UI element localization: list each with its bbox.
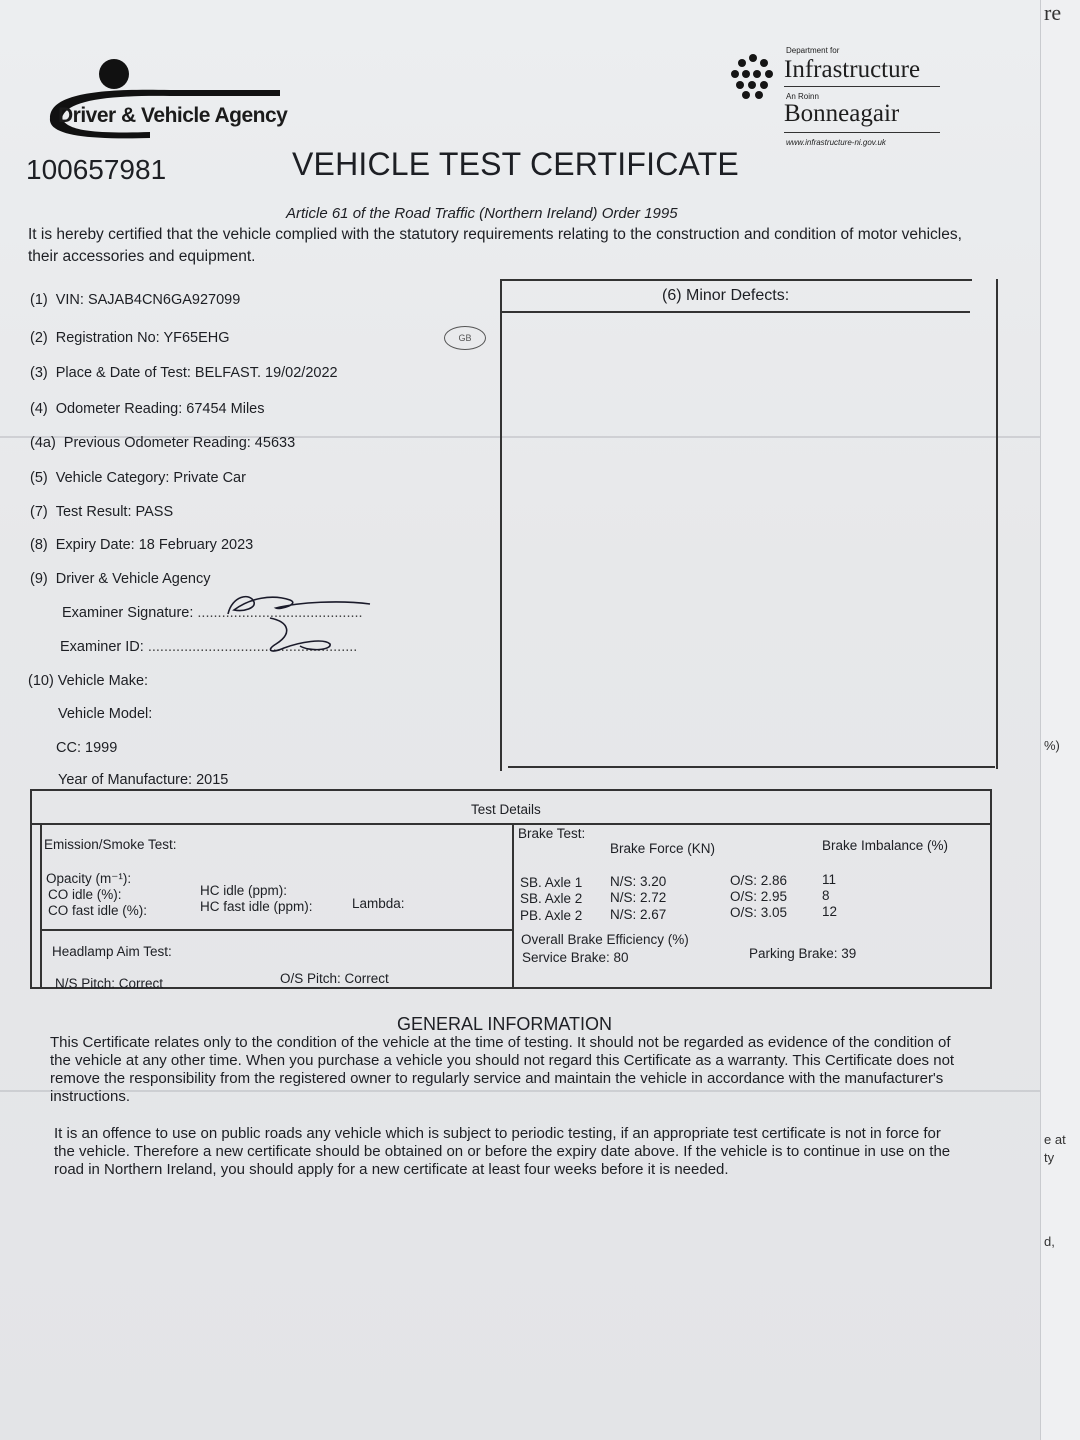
- adjacent-sheet: [1040, 0, 1080, 1440]
- field-vin: (1) VIN: SAJAB4CN6GA927099: [30, 292, 241, 308]
- dept-for-label: Department for: [786, 46, 840, 55]
- edge-fragment: ty: [1044, 1150, 1055, 1165]
- parking-brake: Parking Brake: 39: [749, 946, 857, 961]
- field-agency: (9) Driver & Vehicle Agency: [30, 571, 211, 587]
- field-year-of-manufacture: Year of Manufacture: 2015: [58, 772, 229, 788]
- opacity-label: Opacity (m⁻¹):: [46, 871, 132, 886]
- brake-row-ns: N/S: 3.20: [610, 874, 667, 889]
- brake-force-header: Brake Force (KN): [610, 841, 716, 856]
- brake-row-axle: SB. Axle 1: [520, 875, 583, 890]
- minor-defects-box: [500, 279, 972, 771]
- field-place-date: (3) Place & Date of Test: BELFAST. 19/02/2022: [30, 365, 338, 381]
- brake-imbalance-header: Brake Imbalance (%): [822, 838, 949, 853]
- examiner-id-label: Examiner ID: ....................................................: [60, 639, 358, 655]
- logo-divider: [784, 132, 940, 133]
- general-information-paragraph: This Certificate relates only to the condition of the vehicle at the time of testing. It should not be regarded as evidence of the condition of the vehicle at any other time. When you purchase a vehicle you should not regard this Certificate as a warranty. This Certificate does not remove the responsibility from the registered owner to regularly service and maintain the vehicle in accordance with the manufacturer's instructions.: [50, 1034, 955, 1105]
- test-details-title: Test Details: [471, 802, 541, 817]
- emission-test-title: Emission/Smoke Test:: [44, 837, 177, 852]
- brake-row-axle: PB. Axle 2: [520, 908, 583, 923]
- general-information-paragraph: It is an offence to use on public roads any vehicle which is subject to periodic testing, if an appropriate test certificate is not in force for the vehicle. Therefore a new certificate should be obtained on or before the expiry date above. If the vehicle is to continue in use on the road in Northern Ireland, you should apply for a new certificate at least four weeks before it is needed.: [54, 1125, 951, 1178]
- hc-idle-label: HC idle (ppm):: [200, 883, 288, 898]
- legal-article: Article 61 of the Road Traffic (Northern Ireland) Order 1995: [286, 205, 678, 222]
- brake-row-os: O/S: 2.86: [730, 873, 788, 888]
- left-inner-border: [40, 825, 42, 987]
- brake-row-ns: N/S: 2.72: [610, 890, 667, 905]
- dfi-logo: [728, 46, 958, 156]
- logo-divider: [784, 86, 940, 87]
- edge-fragment: re: [1044, 0, 1062, 25]
- test-details-column-divider: [512, 823, 514, 987]
- page-title: VEHICLE TEST CERTIFICATE: [292, 146, 739, 182]
- co-fast-idle-label: CO fast idle (%):: [48, 903, 148, 918]
- brake-row-axle: SB. Axle 2: [520, 891, 583, 906]
- dept-url: www.infrastructure-ni.gov.uk: [786, 138, 886, 147]
- minor-defects-title: (6) Minor Defects:: [662, 287, 790, 304]
- examiner-signature-label: Examiner Signature: .........................................: [62, 605, 363, 621]
- brake-test-title: Brake Test:: [518, 826, 586, 841]
- brake-row-os: O/S: 3.05: [730, 905, 788, 920]
- hc-fast-idle-label: HC fast idle (ppm):: [200, 899, 313, 914]
- dva-logo: [30, 58, 290, 140]
- brake-row-imbalance: 11: [822, 872, 837, 887]
- brake-row-imbalance: 8: [822, 888, 830, 903]
- agency-name: Driver & Vehicle Agency: [58, 104, 288, 127]
- field-cc: CC: 1999: [56, 740, 118, 756]
- brake-row-imbalance: 12: [822, 904, 838, 919]
- service-brake: Service Brake: 80: [522, 950, 629, 965]
- brake-row-os: O/S: 2.95: [730, 889, 788, 904]
- co-idle-label: CO idle (%):: [48, 887, 122, 902]
- edge-fragment: d,: [1044, 1234, 1055, 1249]
- os-pitch: O/S Pitch: Correct: [280, 971, 389, 986]
- lambda-label: Lambda:: [352, 896, 405, 911]
- minor-defects-box-edge: [970, 279, 998, 769]
- field-registration: (2) Registration No: YF65EHG: [30, 330, 230, 346]
- gb-badge: GB: [444, 326, 486, 350]
- field-odometer: (4) Odometer Reading: 67454 Miles: [30, 401, 265, 417]
- dept-name: Infrastructure: [784, 56, 921, 83]
- dfi-emblem-icon: [728, 52, 778, 102]
- general-information-title: GENERAL INFORMATION: [397, 1014, 613, 1034]
- certification-statement: It is hereby certified that the vehicle complied with the statutory requirements relating to the construction and condition of motor vehicles, their accessories and equipment.: [28, 226, 962, 265]
- field-expiry-date: (8) Expiry Date: 18 February 2023: [30, 537, 254, 553]
- certificate-number: 100657981: [26, 154, 167, 185]
- field-test-result: (7) Test Result: PASS: [30, 504, 174, 520]
- field-vehicle-category: (5) Vehicle Category: Private Car: [30, 470, 246, 486]
- test-details-divider: [32, 823, 990, 825]
- edge-fragment: %): [1044, 738, 1060, 753]
- dept-name-irish: Bonneagair: [784, 100, 900, 127]
- field-vehicle-model: Vehicle Model:: [58, 706, 153, 722]
- minor-defects-box-bottom: [508, 766, 995, 768]
- headlamp-test-title: Headlamp Aim Test:: [52, 944, 172, 959]
- ns-pitch: N/S Pitch: Correct: [55, 976, 164, 991]
- an-roinn-label: An Roinn: [786, 92, 819, 101]
- examiner-signature: [220, 588, 380, 658]
- field-vehicle-make: (10) Vehicle Make:: [28, 673, 149, 689]
- brake-row-ns: N/S: 2.67: [610, 907, 667, 922]
- overall-brake-efficiency-title: Overall Brake Efficiency (%): [521, 932, 689, 947]
- edge-fragment: e at: [1044, 1132, 1066, 1147]
- emission-headlamp-divider: [40, 929, 512, 931]
- field-previous-odometer: (4a) Previous Odometer Reading: 45633: [30, 435, 296, 451]
